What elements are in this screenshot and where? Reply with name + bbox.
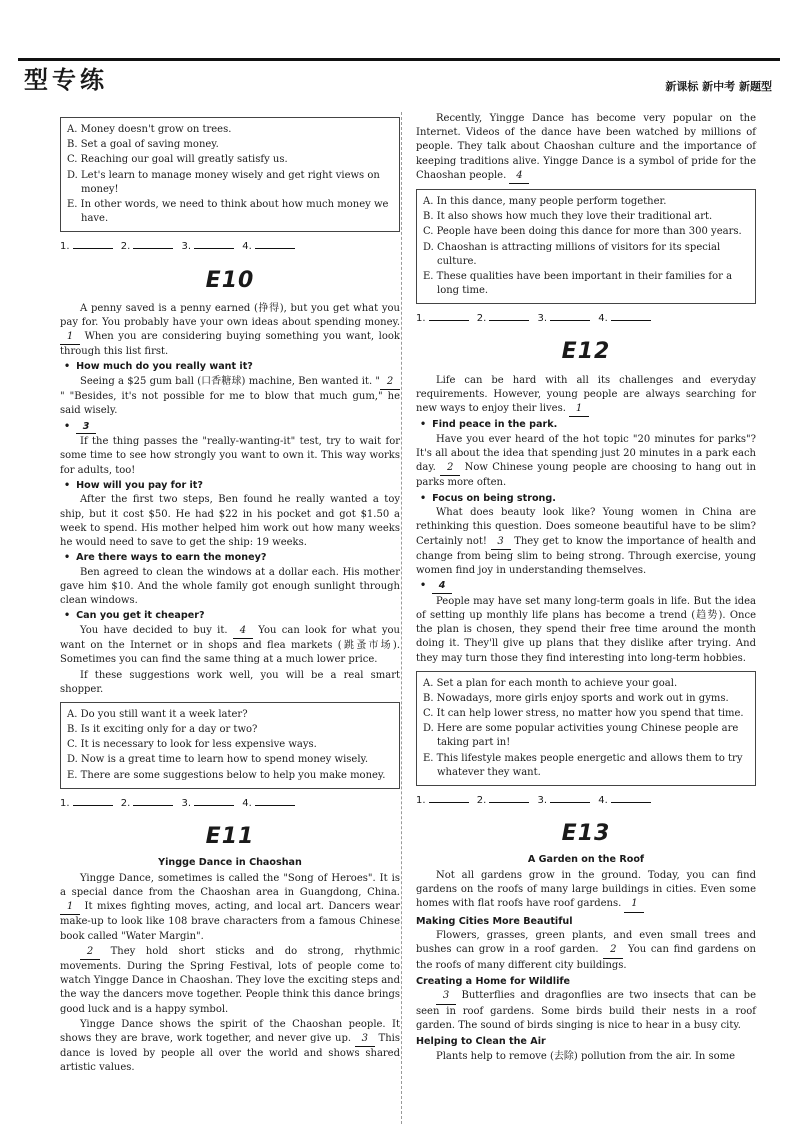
option-item: C. People have been doing this dance for more than 300 years.: [423, 226, 742, 238]
e11-paragraph-4: Recently, Yingge Dance has become very popular on the Internet. Videos of the dance have been watched by millions of people. They talk about Chaoshan culture and the importance of keeping traditions alive. Yingge Dance is a symbol of pride for the Chaoshan people. 4: [416, 112, 756, 184]
option-item: A. Do you still want it a week later?: [67, 708, 248, 720]
e11-title: Yingge Dance in Chaoshan: [158, 857, 302, 869]
e13-subheading-2: Creating a Home for Wildlife: [416, 975, 571, 987]
answer-blank[interactable]: [73, 238, 113, 249]
e12-paragraph-4: People may have set many long-term goals in life. But the idea of setting up monthly life plans has become a trend (趋势). Once the plan is chosen, they spend their free time around the month doing it. They'll give up plans that they dislike after trying. And they may turn those they find interesting into long-term hobbies.: [416, 595, 756, 664]
e12-options-box: [416, 671, 756, 786]
e10-subheading-blank-3: [64, 420, 400, 435]
e11-paragraph-1: Yingge Dance, sometimes is called the "Song of Heroes". It is a special dance from the Chaoshan area in Guangdong, China. 1 It mixes fighting moves, acting, and local art. Dancers wear make-up to look like 108 brave characters from a famous Chinese book called "Water Margin".: [60, 872, 400, 942]
blank-1[interactable]: 1: [60, 900, 80, 915]
e9-answer-line: [60, 238, 400, 254]
blank-3[interactable]: 3: [491, 535, 511, 550]
e10-paragraph-4: After the first two steps, Ben found he really wanted a toy ship, but it cost $50. He had $22 in his pocket and got $1.50 a week to spend. His mother helped him work out how many weeks he would need to save to get the ship: 19 weeks.: [60, 494, 400, 548]
blank-1[interactable]: 1: [624, 897, 644, 912]
blank-1[interactable]: 1: [569, 402, 589, 417]
e11-paragraph-3: Yingge Dance shows the spirit of the Chaoshan people. It shows they are brave, work together, and never give up. 3 This dance is loved by people all over the world and shows shared artistic values.: [60, 1018, 400, 1074]
e10-paragraph-3: If the thing passes the "really-wanting-it" test, try to wait for some time to see how strongly you want to own it. This way works for adults, too!: [60, 436, 400, 476]
e10-subheading-2: • How will you pay for it?: [64, 479, 400, 493]
e13-paragraph-3: 3 Butterflies and dragonflies are two insects that can be seen in roof gardens. Some birds build their nests in a roof garden. The sound of birds singing is nice to hear in a busy city.: [416, 990, 756, 1031]
e12-subheading-2: • Focus on being strong.: [420, 492, 756, 506]
answer-number: 4.: [598, 313, 608, 325]
answer-blank[interactable]: [611, 310, 651, 321]
answer-blank[interactable]: [489, 792, 529, 803]
e10-options-box: [60, 702, 400, 789]
option-item: B. It also shows how much they love their traditional art.: [423, 211, 713, 223]
blank-4[interactable]: 4: [432, 579, 452, 594]
option-item: D. Now is a great time to learn how to spend money wisely.: [67, 754, 369, 766]
answer-blank[interactable]: [194, 795, 234, 806]
answer-blank[interactable]: [550, 310, 590, 321]
e13-subheading-1: Making Cities More Beautiful: [416, 915, 573, 927]
column-divider: [401, 112, 402, 1124]
e12-paragraph-3: What does beauty look like? Young women in China are rethinking this question. Does someone beautiful have to be slim? Certainly not! 3 They get to know the importance of health and change from being slim to being strong. Through exercise, young women find joy in understanding themselves.: [416, 507, 756, 576]
blank-1[interactable]: 1: [60, 330, 80, 345]
answer-blank[interactable]: [133, 238, 173, 249]
answer-number: 4.: [242, 797, 252, 809]
option-item: B. Set a goal of saving money.: [67, 139, 219, 151]
answer-blank[interactable]: [255, 238, 295, 249]
answer-number: 1.: [60, 241, 70, 253]
left-column: [60, 112, 400, 1077]
blank-3[interactable]: 3: [76, 420, 96, 435]
answer-blank[interactable]: [429, 310, 469, 321]
e10-paragraph-7: If these suggestions work well, you will be a real smart shopper.: [60, 669, 400, 695]
e10-subheading-1: • How much do you really want it?: [64, 360, 400, 374]
option-item: E. There are some suggestions below to help you make money.: [67, 769, 386, 781]
option-item: C. It can help lower stress, no matter how you spend that time.: [423, 708, 744, 720]
e13-paragraph-2: Flowers, grasses, green plants, and even small trees and bushes can grow in a roof garden. 2 You can find gardens on the roofs of many different city buildings.: [416, 930, 756, 971]
e12-heading: E12: [561, 339, 611, 365]
e13-paragraph-1: Not all gardens grow in the ground. Today, you can find gardens on the roofs of many large buildings in cities. Even some homes with flat roofs have roof gardens. 1: [416, 869, 756, 913]
answer-number: 3.: [537, 313, 548, 325]
answer-blank[interactable]: [489, 310, 529, 321]
e10-paragraph-1: A penny saved is a penny earned (挣得), but you get what you pay for. You probably have your own ideas about spending money. 1 When you are considering buying something you want, look through this list first.: [60, 302, 400, 358]
option-item: C. It is necessary to look for less expensive ways.: [67, 739, 317, 751]
answer-blank[interactable]: [611, 792, 651, 803]
answer-blank[interactable]: [133, 795, 173, 806]
blank-2[interactable]: 2: [603, 943, 623, 958]
e12-paragraph-1: Life can be hard with all its challenges and everyday requirements. However, young people are always searching for new ways to enjoy their lives. 1: [416, 374, 756, 418]
e12-subheading-blank-4: [420, 579, 756, 594]
option-item: B. Is it exciting only for a day or two?: [67, 724, 258, 736]
e11-heading: E11: [205, 824, 255, 850]
option-item: D. Chaoshan is attracting millions of visitors for its special culture.: [423, 241, 721, 267]
blank-2[interactable]: 2: [380, 375, 400, 390]
blank-3[interactable]: 3: [436, 989, 456, 1004]
answer-number: 1.: [416, 795, 426, 806]
e11-options-box: [416, 189, 756, 304]
header-tag: 新课标 新中考 新题型: [665, 80, 772, 93]
e13-paragraph-4: Plants help to remove (去除) pollution from the air. In some: [436, 1050, 736, 1062]
answer-number: 3.: [537, 795, 548, 806]
blank-2[interactable]: 2: [80, 945, 100, 960]
blank-2[interactable]: 2: [440, 461, 460, 476]
answer-number: 1.: [60, 797, 70, 809]
e10-paragraph-5: Ben agreed to clean the windows at a dollar each. His mother gave him $10. And the whole family got enough sunlight through clean windows.: [60, 566, 400, 607]
e10-paragraph-6: You have decided to buy it. 4 You can look for what you want on the Internet or in shops and flea markets (跳蚤市场). Sometimes you can find the same thing at a much lower price.: [60, 624, 401, 666]
answer-blank[interactable]: [550, 792, 590, 803]
answer-number: 3.: [181, 241, 192, 253]
option-item: E. This lifestyle makes people energetic and allows them to try whatever they want.: [423, 752, 743, 778]
option-item: B. Nowadays, more girls enjoy sports and work out in gyms.: [423, 692, 729, 704]
answer-blank[interactable]: [429, 792, 469, 803]
answer-number: 1.: [416, 313, 426, 325]
e12-paragraph-2: Have you ever heard of the hot topic "20 minutes for parks"? It's all about the idea that spending just 20 minutes in a park each day. 2 Now Chinese young people are choosing to hang out in parks more often.: [416, 433, 756, 489]
blank-3[interactable]: 3: [355, 1032, 375, 1047]
answer-number: 3.: [181, 797, 192, 809]
page-header: [18, 58, 780, 99]
answer-number: 4.: [598, 795, 608, 806]
e11-answer-line: [416, 310, 756, 326]
answer-number: 2.: [476, 313, 487, 325]
answer-number: 4.: [242, 241, 252, 253]
e12-answer-line: [416, 792, 756, 808]
answer-number: 2.: [476, 795, 487, 806]
e10-answer-line: [60, 795, 400, 811]
option-item: A. In this dance, many people perform together.: [423, 195, 667, 207]
answer-number: 2.: [120, 797, 131, 809]
e10-subheading-3: • Are there ways to earn the money?: [64, 551, 400, 565]
e13-heading: E13: [561, 821, 611, 847]
answer-blank[interactable]: [255, 795, 295, 806]
e13-subheading-3: Helping to Clean the Air: [416, 1035, 546, 1047]
option-item: A. Set a plan for each month to achieve your goal.: [423, 677, 678, 689]
option-item: D. Let's learn to manage money wisely and get right views on money!: [67, 169, 380, 195]
answer-blank[interactable]: [194, 238, 234, 249]
e10-heading: E10: [205, 267, 255, 293]
e12-subheading-1: • Find peace in the park.: [420, 418, 756, 432]
answer-number: 2.: [120, 241, 131, 253]
header-title: 型专练: [24, 65, 108, 94]
option-item: E. In other words, we need to think about how much money we have.: [67, 198, 389, 225]
option-item: E. These qualities have been important in their families for a long time.: [423, 270, 733, 297]
e13-title: A Garden on the Roof: [527, 854, 645, 866]
option-item: A. Money doesn't grow on trees.: [67, 124, 232, 135]
blank-4[interactable]: 4: [233, 624, 253, 639]
e9-options-box: [60, 117, 400, 232]
answer-blank[interactable]: [73, 795, 113, 806]
e11-paragraph-2: 2 They hold short sticks and do strong, rhythmic movements. During the Spring Festival, lots of people come to watch Yingge Dance in Chaoshan. They love the exciting steps and the way the dancers move together. People think this dance brings good luck and is a happy symbol.: [60, 945, 400, 1015]
e10-paragraph-2: Seeing a $25 gum ball (口香糖球) machine, Ben wanted it. " 2" "Besides, it's not possible for me to blow that much gum," he said wisely.: [60, 376, 400, 417]
option-item: C. Reaching our goal will greatly satisfy us.: [67, 154, 288, 166]
option-item: D. Here are some popular activities young Chinese people are taking part in!: [423, 723, 739, 749]
blank-4[interactable]: 4: [509, 169, 529, 184]
right-column: [416, 112, 756, 1065]
e10-subheading-4: • Can you get it cheaper?: [64, 609, 400, 623]
